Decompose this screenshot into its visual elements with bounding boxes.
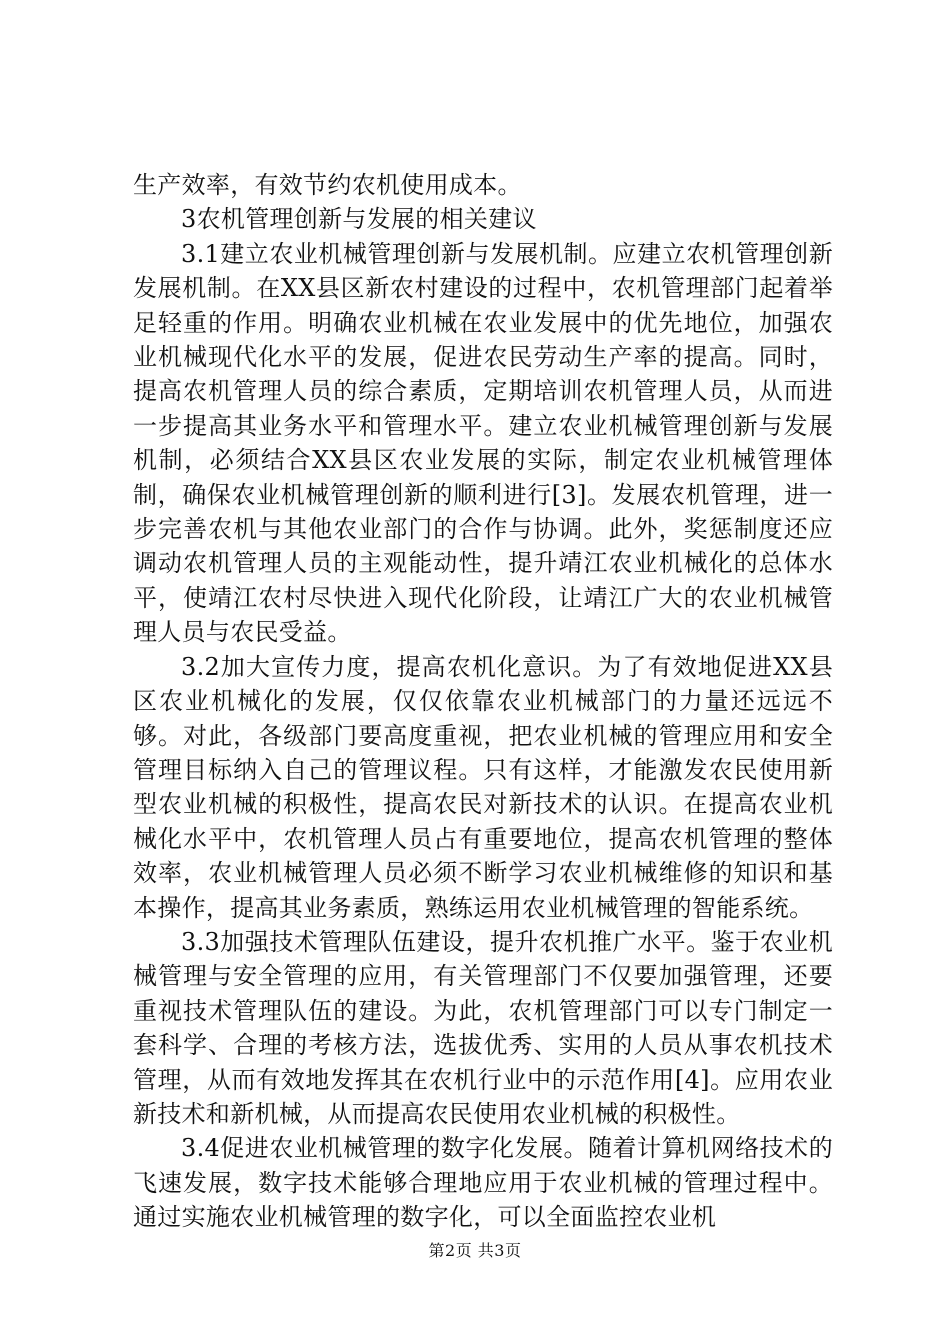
paragraph-continuation: 生产效率，有效节约农机使用成本。 (133, 171, 522, 199)
page-footer (0, 1238, 950, 1261)
paragraph-3-3: 3.3加强技术管理队伍建设，提升农机推广水平。鉴于农业机械管理与安全管理的应用，有关管理部门不仅要加强管理，还要重视技术管理队伍的建设。为此，农机管理部门可以专门制定一套科学、合理的考核方法，选拔优秀、实用的人员从事农机技术管理，从而有效地发挥其在农机行业中的示范作用[4]。应用农业新技术和新机械，从而提高农民使用农业机械的积极性。 (133, 927, 833, 1128)
section-heading: 3农机管理创新与发展的相关建议 (181, 205, 537, 234)
paragraph-3-4: 3.4促进农业机械管理的数字化发展。随着计算机网络技术的飞速发展，数字技术能够合理地应用于农业机械的管理过程中。通过实施农业机械管理的数字化，可以全面监控农业机 (133, 1134, 833, 1232)
page-number-label: 第2页 共3页 (428, 1241, 522, 1260)
document-body (133, 168, 833, 1235)
paragraph-3-2: 3.2加大宣传力度，提高农机化意识。为了有效地促进XX县区农业机械化的发展，仅仅依靠农业机械部门的力量还远远不够。对此，各级部门要高度重视，把农业机械的管理应用和安全管理目标纳入自己的管理议程。只有这样，才能激发农民使用新型农业机械的积极性，提高农民对新技术的认识。在提高农业机械化水平中，农机管理人员占有重要地位，提高农机管理的整体效率，农业机械管理人员必须不断学习农业机械维修的知识和基本操作，提高其业务素质，熟练运用农业机械管理的智能系统。 (133, 652, 833, 922)
paragraph-3-1: 3.1建立农业机械管理创新与发展机制。应建立农机管理创新发展机制。在XX县区新农村建设的过程中，农机管理部门起着举足轻重的作用。明确农业机械在农业发展中的优先地位，加强农业机械现代化水平的发展，促进农民劳动生产率的提高。同时，提高农机管理人员的综合素质，定期培训农机管理人员，从而进一步提高其业务水平和管理水平。建立农业机械管理创新与发展机制，必须结合XX县区农业发展的实际，制定农业机械管理体制，确保农业机械管理创新的顺利进行[3]。发展农机管理，进一步完善农机与其他农业部门的合作与协调。此外，奖惩制度还应调动农机管理人员的主观能动性，提升靖江农业机械化的总体水平，使靖江农村尽快进入现代化阶段，让靖江广大的农业机械管理人员与农民受益。 (133, 239, 833, 647)
